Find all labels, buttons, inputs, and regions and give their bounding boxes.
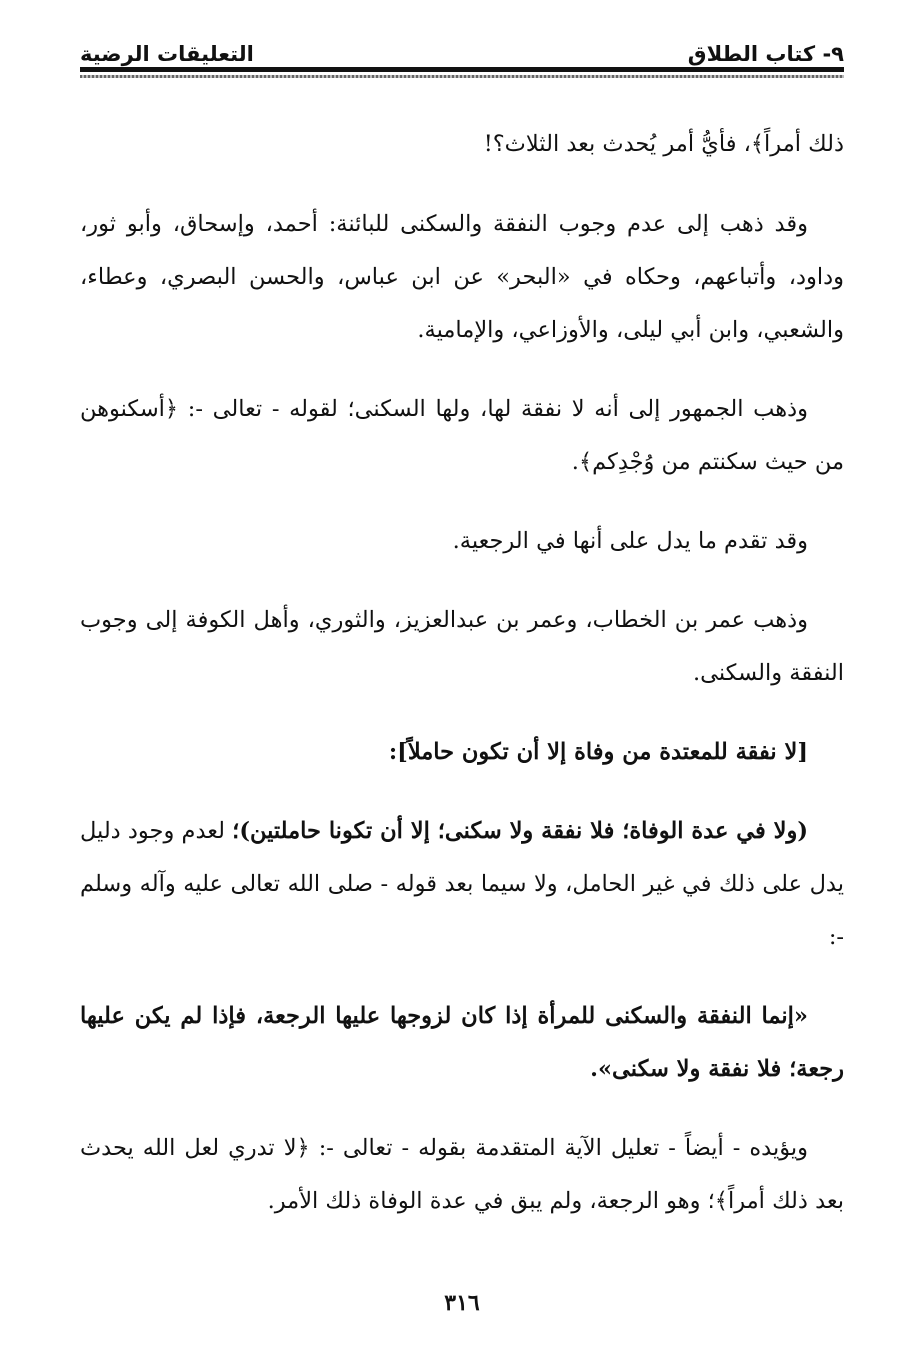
header-rule-dotted [80,75,844,78]
hadith-quote: «إنما النفقة والسكنى للمرأة إذا كان لزوجها عليها الرجعة، فإذا لم يكن عليها رجعة؛ فلا نفقة ولا سكنى». [80,1003,844,1082]
paragraph-8: ويؤيده - أيضاً - تعليل الآية المتقدمة بقوله - تعالى -: ﴿لا تدري لعل الله يحدث بعد ذلك أمراً﴾؛ وهو الرجعة، ولم يبق في عدة الوفاة ذلك الأمر. [80,1135,844,1214]
header-rule [80,67,844,72]
paragraph-3: وذهب الجمهور إلى أنه لا نفقة لها، ولها السكنى؛ لقوله - تعالى -: ﴿أسكنوهن من حيث سكنتم من وُجْدِكم﴾. [80,396,844,475]
paragraph-4: وقد تقدم ما يدل على أنها في الرجعية. [452,528,808,554]
paragraph-5: وذهب عمر بن الخطاب، وعمر بن عبدالعزيز، والثوري، وأهل الكوفة إلى وجوب النفقة والسكنى. [80,607,844,686]
page-number: ٣١٦ [444,1290,480,1316]
matn-text: (ولا في عدة الوفاة؛ فلا نفقة ولا سكنى؛ إلا أن تكونا حاملتين)؛ [232,818,808,844]
page-body [80,118,844,1254]
section-heading: [لا نفقة للمعتدة من وفاة إلا أن تكون حاملاً]: [388,739,808,765]
book-title: التعليقات الرضية [80,42,254,66]
commentary-text: لعدم وجود دليل يدل على ذلك في غير الحامل، ولا سيما بعد قوله - صلى الله تعالى عليه وآله وسلم -: [80,818,844,950]
chapter-title: ٩- كتاب الطلاق [687,42,844,66]
paragraph-2: وقد ذهب إلى عدم وجوب النفقة والسكنى للبائنة: أحمد، وإسحاق، وأبو ثور، وداود، وأتباعهم، وحكاه في «البحر» عن ابن عباس، والحسن البصري، وعطاء، والشعبي، وابن أبي ليلى، والأوزاعي، والإمامية. [80,211,844,343]
paragraph-6 [80,805,844,964]
running-header [80,30,844,66]
paragraph-1: ذلك أمراً﴾، فأيُّ أمر يُحدث بعد الثلاث؟! [483,131,844,157]
